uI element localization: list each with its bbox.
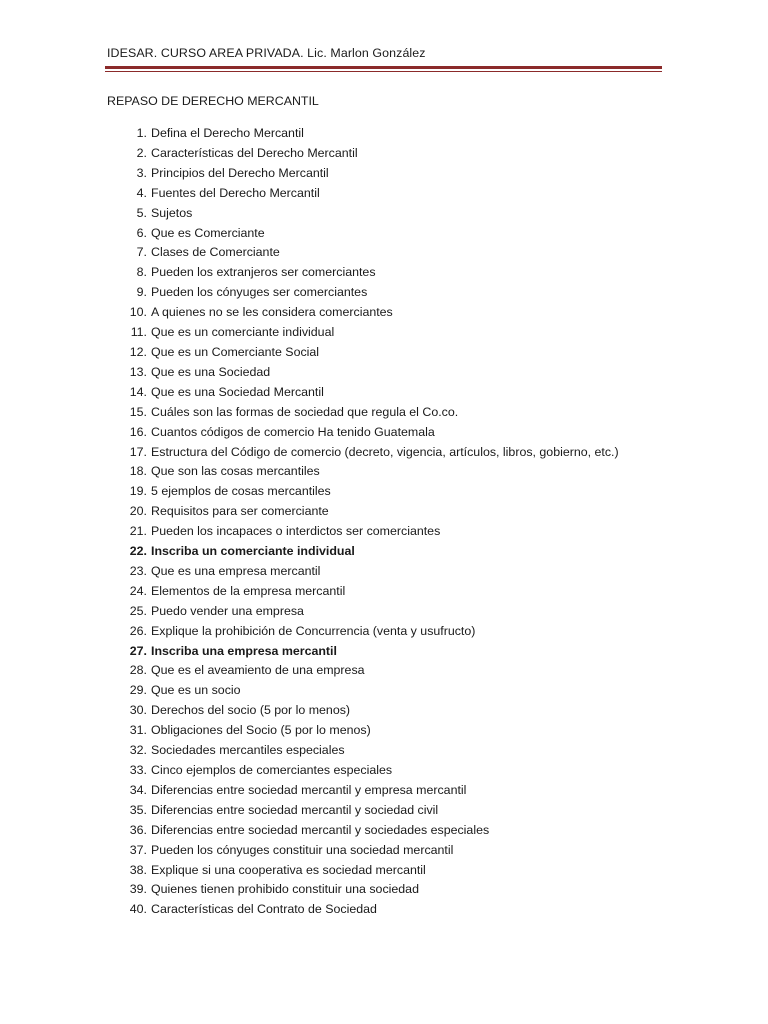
list-item-text: Que es un socio [151,683,241,698]
list-item-text: Pueden los cónyuges ser comerciantes [151,285,368,300]
list-item [107,522,619,542]
list-item-number: 31. [129,723,147,738]
list-item [107,761,619,781]
list-item-text: Sociedades mercantiles especiales [151,743,345,758]
list-item-number: 34. [129,782,147,797]
list-item-number: 3. [136,165,147,180]
list-item-number: 19. [129,484,147,499]
list-item-text: Pueden los incapaces o interdictos ser comerciantes [151,524,441,539]
list-item-text: Pueden los cónyuges constituir una sociedad mercantil [151,842,454,857]
list-item [107,283,619,303]
list-item-text: Que es una Sociedad Mercantil [151,384,324,399]
question-list [107,124,619,920]
list-item [107,184,619,204]
list-item-text: Que es una Sociedad [151,364,271,379]
list-item [107,164,619,184]
list-item-text: Defina el Derecho Mercantil [151,126,304,140]
list-item-number: 13. [129,364,147,379]
list-item-text: Obligaciones del Socio (5 por lo menos) [151,723,371,738]
list-item [107,323,619,343]
list-item-number: 1. [136,126,147,140]
list-item-text: Características del Derecho Mercantil [151,145,358,160]
list-item-text: Diferencias entre sociedad mercantil y empresa mercantil [151,782,467,797]
list-item [107,423,619,443]
list-item-number: 11. [130,325,147,340]
list-item [107,263,619,283]
list-item [107,303,619,323]
list-item-number: 35. [129,802,147,817]
list-item-text: Quienes tienen prohibido constituir una sociedad [151,882,419,897]
list-item-number: 20. [129,504,147,519]
list-item-text: Diferencias entre sociedad mercantil y sociedad civil [151,802,439,817]
document-title: REPASO DE DERECHO MERCANTIL [107,94,319,108]
list-item [107,821,619,841]
list-item-number: 7. [136,245,147,260]
list-item-text: Que es un comerciante individual [151,325,335,340]
list-item-number: 15. [129,404,147,419]
list-item-text: Sujetos [151,205,193,220]
page-header: IDESAR. CURSO AREA PRIVADA. Lic. Marlon González [107,46,426,60]
list-item [107,403,619,423]
list-item [107,841,619,861]
list-item-text: Principios del Derecho Mercantil [151,165,329,180]
list-item [107,482,619,502]
list-item-text: Que son las cosas mercantiles [151,464,320,479]
header-rule-thick [105,66,662,69]
list-item-text: Cuantos códigos de comercio Ha tenido Guatemala [151,424,435,439]
list-item [107,642,619,662]
list-item-number: 8. [136,265,147,280]
list-item-number: 23. [129,563,147,578]
list-item-number: 27. [129,643,147,658]
list-item [107,880,619,900]
list-item [107,224,619,244]
list-item-number: 21. [129,524,147,539]
list-item-number: 40. [129,902,147,917]
list-item [107,661,619,681]
list-item-text: Fuentes del Derecho Mercantil [151,185,320,200]
list-item [107,383,619,403]
list-item-text: Estructura del Código de comercio (decreto, vigencia, artículos, libros, gobierno, etc.) [151,444,619,459]
list-item-number: 25. [129,603,147,618]
list-item [107,900,619,920]
list-item [107,582,619,602]
list-item-text: Clases de Comerciante [151,245,280,260]
list-item-text: Diferencias entre sociedad mercantil y sociedades especiales [151,822,490,837]
list-item-number: 6. [136,225,147,240]
list-item-text: Cinco ejemplos de comerciantes especiales [151,763,393,777]
list-item-number: 38. [129,862,147,877]
list-item [107,701,619,721]
list-item-text: Que es el aveamiento de una empresa [151,663,365,678]
list-item [107,363,619,383]
list-item-number: 26. [129,623,147,638]
list-item-text: Cuáles son las formas de sociedad que regula el Co.co. [151,404,459,419]
list-item-number: 12. [129,344,147,359]
list-item-number: 33. [129,763,147,777]
list-item [107,562,619,582]
list-item-number: 29. [129,683,147,698]
list-item-number: 4. [136,185,147,200]
list-item-number: 37. [129,842,147,857]
list-item [107,681,619,701]
list-item-text: Características del Contrato de Sociedad [151,902,377,917]
list-item-text: 5 ejemplos de cosas mercantiles [151,484,331,499]
list-item-number: 14. [129,384,147,399]
list-item [107,781,619,801]
list-item [107,861,619,881]
list-item-number: 2. [136,145,147,160]
list-item-number: 36. [129,822,147,837]
list-item-text: Pueden los extranjeros ser comerciantes [151,265,376,280]
list-item-number: 32. [129,743,147,758]
list-item [107,622,619,642]
list-item-text: Que es un Comerciante Social [151,344,320,359]
header-rule-thin [105,71,662,72]
list-item [107,204,619,224]
list-item-number: 9. [136,285,147,300]
list-item-number: 28. [129,663,147,678]
list-item-text: A quienes no se les considera comerciantes [151,305,393,320]
list-item-number: 30. [129,703,147,718]
list-item-number: 17. [129,444,147,459]
list-item [107,741,619,761]
list-item [107,542,619,562]
list-item-text: Que es Comerciante [151,225,265,240]
list-item [107,124,619,144]
list-item-text: Explique la prohibición de Concurrencia (venta y usufructo) [151,623,476,638]
list-item [107,602,619,622]
list-item [107,502,619,522]
list-item-number: 5. [136,205,147,220]
list-item [107,801,619,821]
list-item-text: Inscriba un comerciante individual [151,544,355,559]
list-item-number: 10. [129,305,147,320]
list-item-number: 16. [129,424,147,439]
list-item [107,144,619,164]
list-item-text: Elementos de la empresa mercantil [151,583,346,598]
list-item-text: Puedo vender una empresa [151,603,304,618]
list-item [107,443,619,463]
list-item [107,243,619,263]
list-item-text: Explique si una cooperativa es sociedad mercantil [151,862,426,877]
list-item-text: Requisitos para ser comerciante [151,504,329,519]
list-item [107,343,619,363]
list-item [107,462,619,482]
list-item-text: Inscriba una empresa mercantil [151,643,337,658]
list-item [107,721,619,741]
list-item-text: Derechos del socio (5 por lo menos) [151,703,351,718]
list-item-number: 18. [129,464,147,479]
list-item-number: 24. [129,583,147,598]
list-item-text: Que es una empresa mercantil [151,563,321,578]
list-item-number: 39. [129,882,147,897]
list-item-number: 22. [129,544,147,559]
